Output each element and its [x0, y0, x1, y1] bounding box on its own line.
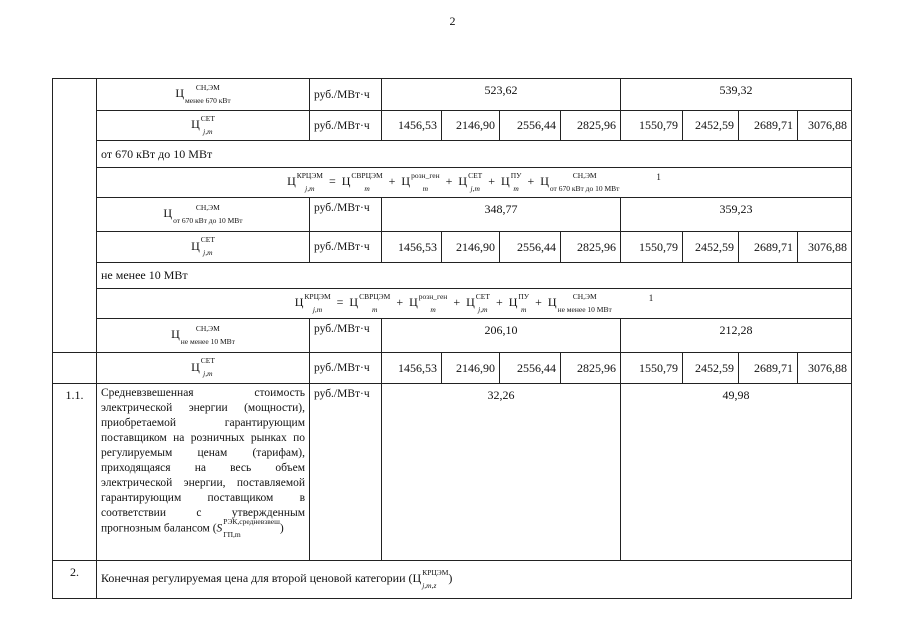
- set-value-cell: 2452,59: [683, 353, 739, 384]
- table-row: [53, 232, 852, 263]
- set-value-cell: 3076,88: [798, 353, 852, 384]
- set-value-cell: 2146,90: [442, 111, 500, 141]
- set-value-cell: 2556,44: [500, 232, 561, 263]
- set-value-cell: 2452,59: [683, 111, 739, 141]
- unit-cell: руб./МВт·ч: [310, 353, 382, 384]
- unit-cell: руб./МВт·ч: [310, 79, 382, 111]
- table-row: [53, 141, 852, 168]
- set-value-cell: 2689,71: [739, 353, 798, 384]
- item-description: Конечная регулируемая цена для второй ценовой категории (Ц КРЦЭМ j,m,z ): [97, 561, 852, 599]
- symbol-cell: Ц СН,ЭМ менее 670 кВт: [97, 79, 310, 111]
- set-value-cell: 1550,79: [621, 353, 683, 384]
- set-value-cell: 2825,96: [561, 232, 621, 263]
- item-number: 2.: [53, 561, 97, 599]
- set-value-cell: 2689,71: [739, 232, 798, 263]
- table-row: [53, 111, 852, 141]
- formula-cell: Ц КРЦЭМ j,m = Ц СВРЦЭМ m + Ц розн_ген m + Ц СЕТ j,m + Ц ПУ m + Ц СН,ЭМ не менее 10 МВт $^1$: [97, 289, 852, 319]
- number-cell-empty: [53, 79, 97, 353]
- footnote-mark: 1: [656, 172, 661, 183]
- set-value-cell: 1456,53: [382, 353, 442, 384]
- value-cell: 32,26: [382, 384, 621, 561]
- formula-cell: Ц КРЦЭМ j,m = Ц СВРЦЭМ m + Ц розн_ген m + Ц СЕТ j,m + Ц ПУ m + Ц СН,ЭМ от 670 кВт до 10 МВт $^1$: [97, 168, 852, 198]
- number-cell-empty: [53, 353, 97, 384]
- table-row: [53, 353, 852, 384]
- table-row: [53, 168, 852, 198]
- set-value-cell: 2689,71: [739, 111, 798, 141]
- unit-cell: руб./МВт·ч: [310, 384, 382, 561]
- value-cell: 49,98: [621, 384, 852, 561]
- tariff-table: [52, 78, 852, 599]
- set-value-cell: 2556,44: [500, 111, 561, 141]
- set-value-cell: 2556,44: [500, 353, 561, 384]
- value-cell: 212,28: [621, 319, 852, 353]
- value-cell: 359,23: [621, 198, 852, 232]
- symbol-cell: Ц СН,ЭМ от 670 кВт до 10 МВт: [97, 198, 310, 232]
- set-value-cell: 3076,88: [798, 111, 852, 141]
- item-number: 1.1.: [53, 384, 97, 561]
- set-value-cell: 1550,79: [621, 111, 683, 141]
- unit-cell: руб./МВт·ч: [310, 319, 382, 353]
- set-value-cell: 2825,96: [561, 353, 621, 384]
- table-row: [53, 289, 852, 319]
- set-value-cell: 1456,53: [382, 111, 442, 141]
- table-row: [53, 319, 852, 353]
- band-label: не менее 10 МВт: [97, 263, 852, 289]
- value-cell: 348,77: [382, 198, 621, 232]
- table-row: [53, 384, 852, 561]
- value-cell: 523,62: [382, 79, 621, 111]
- set-value-cell: 2825,96: [561, 111, 621, 141]
- set-value-cell: 1456,53: [382, 232, 442, 263]
- page-number: 2: [449, 14, 456, 28]
- value-cell: 539,32: [621, 79, 852, 111]
- symbol-cell: Ц СН,ЭМ не менее 10 МВт: [97, 319, 310, 353]
- unit-cell: руб./МВт·ч: [310, 232, 382, 263]
- table-row: [53, 263, 852, 289]
- value-cell: 206,10: [382, 319, 621, 353]
- set-value-cell: 2452,59: [683, 232, 739, 263]
- footnote-mark: 1: [648, 293, 654, 304]
- set-value-cell: 1550,79: [621, 232, 683, 263]
- set-value-cell: 2146,90: [442, 232, 500, 263]
- unit-cell: руб./МВт·ч: [310, 198, 382, 232]
- table-row: [53, 561, 852, 599]
- table-row: [53, 79, 852, 111]
- unit-cell: руб./МВт·ч: [310, 111, 382, 141]
- symbol-cell: Ц СЕТ j,m: [97, 232, 310, 263]
- set-value-cell: 2146,90: [442, 353, 500, 384]
- item-description: Средневзвешенная стоимость электрической энергии (мощности), приобретаемой гарантирующим поставщиком на розничных рынках по регулируемым ценам (тарифам), приходящаяся на весь объем электрической энергии, поставляемой гарантирующим поставщиком в соответствии с утвержденным прогнозным балансом (S РЭК,средневзвеш ГП,m ): [97, 384, 310, 561]
- table-row: [53, 198, 852, 232]
- set-value-cell: 3076,88: [798, 232, 852, 263]
- symbol-cell: Ц СЕТ j,m: [97, 111, 310, 141]
- band-label: от 670 кВт до 10 МВт: [97, 141, 852, 168]
- symbol-cell: Ц СЕТ j,m: [97, 353, 310, 384]
